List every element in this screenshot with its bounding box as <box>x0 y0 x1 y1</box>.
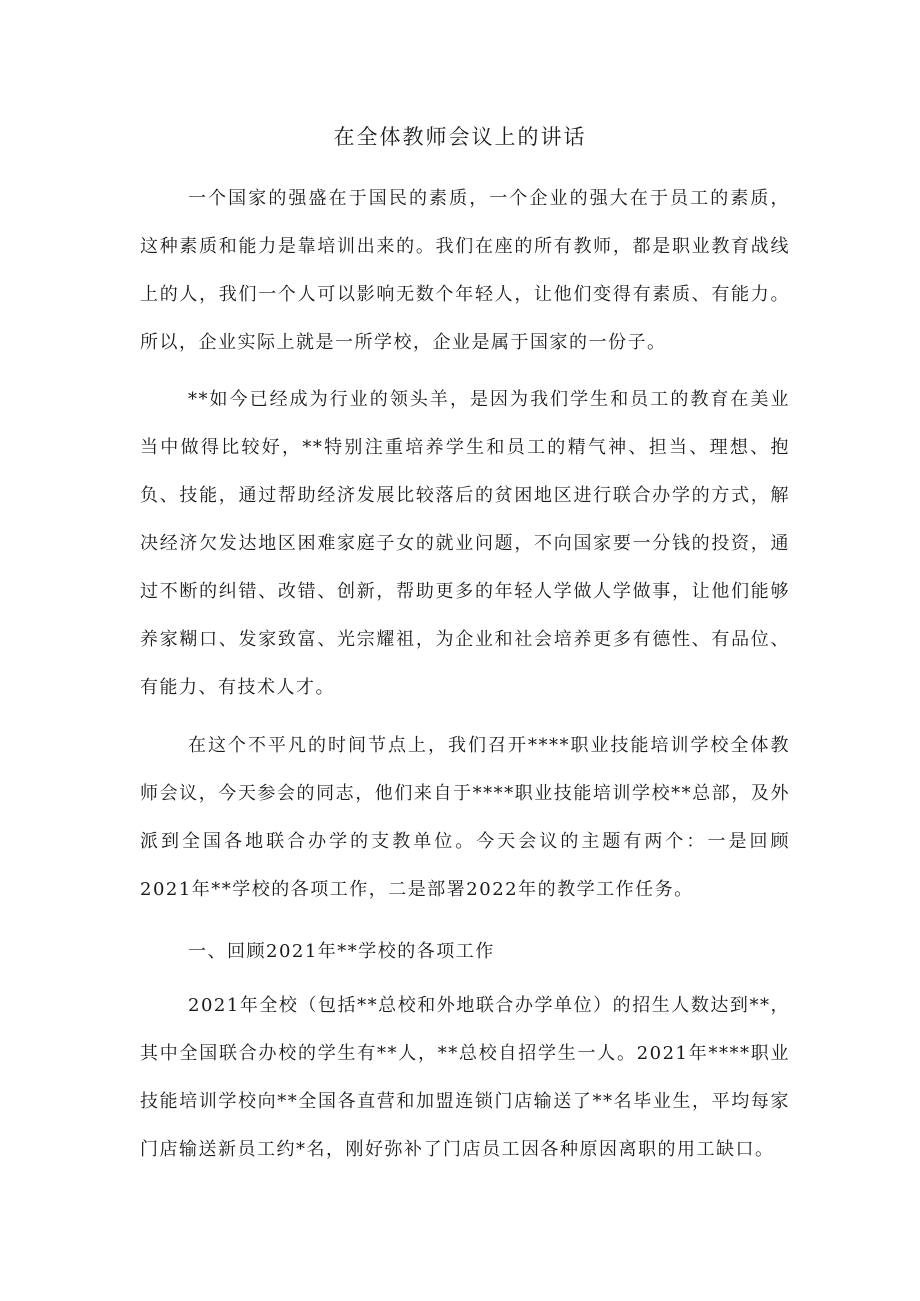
paragraph-3: 在这个不平凡的时间节点上，我们召开****职业技能培训学校全体教师会议，今天参会的同志，他们来自于****职业技能培训学校**总部，及外派到全国各地联合办学的支教单位。今天会议的主题有两个：一是回顾2021年**学校的各项工作，二是部署2022年的教学工作任务。 <box>140 735 790 900</box>
section-heading: 一、回顾2021年**学校的各项工作 <box>188 941 495 962</box>
paragraph-1: 一个国家的强盛在于国民的素质，一个企业的强大在于员工的素质，这种素质和能力是靠培训出来的。我们在座的所有教师，都是职业教育战线上的人，我们一个人可以影响无数个年轻人，让他们变得有素质、有能力。所以，企业实际上就是一所学校，企业是属于国家的一份子。 <box>140 188 790 353</box>
paragraph-2: **如今已经成为行业的领头羊，是因为我们学生和员工的教育在美业当中做得比较好，**特别注重培养学生和员工的精气神、担当、理想、抱负、技能，通过帮助经济发展比较落后的贫困地区进行联合办学的方式，解决经济欠发达地区困难家庭子女的就业问题，不向国家要一分钱的投资，通过不断的纠错、改错、创新，帮助更多的年轻人学做人学做事，让他们能够养家糊口、发家致富、光宗耀祖，为企业和社会培养更多有德性、有品位、有能力、有技术人才。 <box>140 389 790 698</box>
section-paragraph: 2021年全校（包括**总校和外地联合办学单位）的招生人数达到**，其中全国联合办校的学生有**人，**总校自招学生一人。2021年****职业技能培训学校向**全国各直营和加盟连锁门店输送了**名毕业生，平均每家门店输送新员工约*名，刚好弥补了门店员工因各种原因离职的用工缺口。 <box>140 995 790 1160</box>
document-title: 在全体教师会议上的讲话 <box>333 125 587 149</box>
